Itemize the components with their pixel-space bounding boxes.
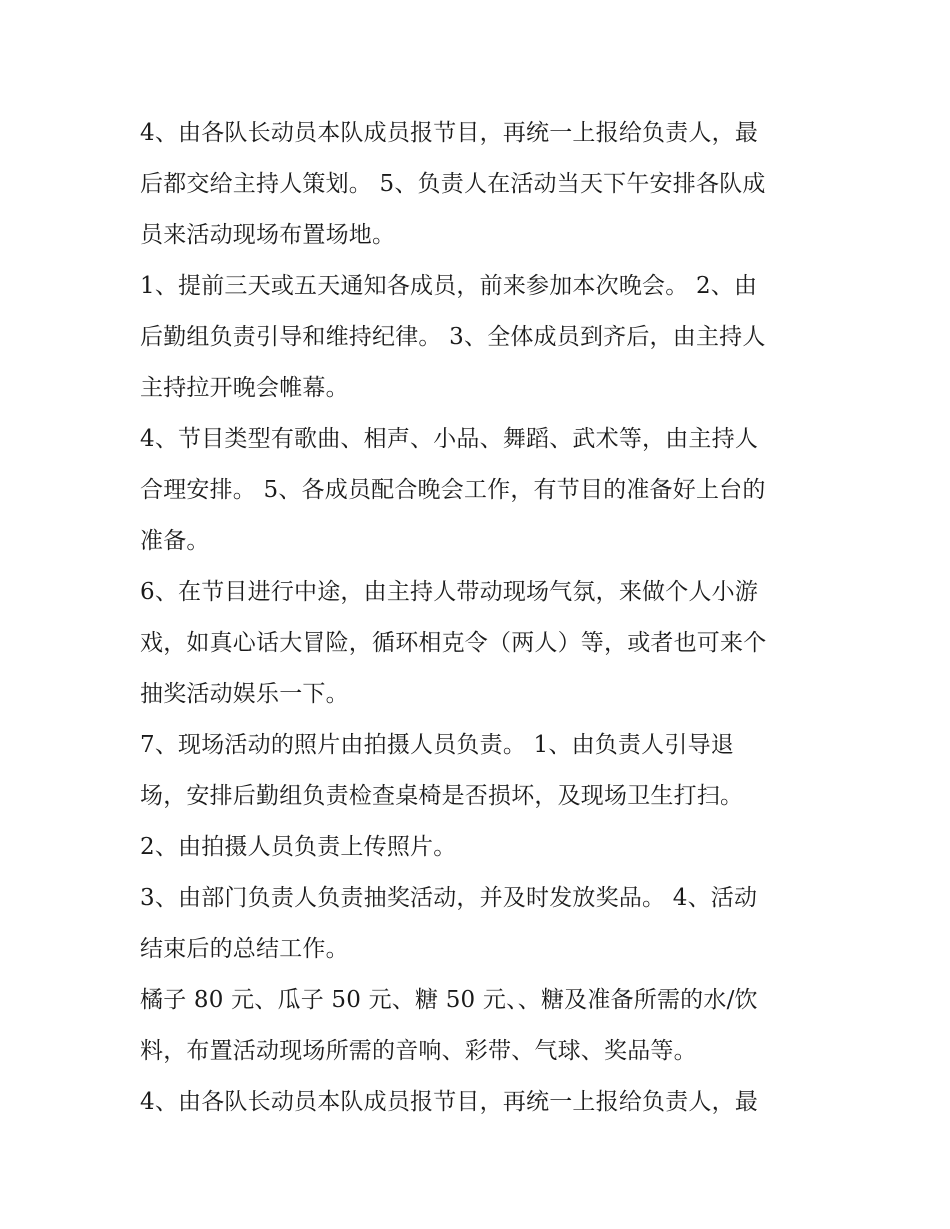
text-line: 主持拉开晚会帷幕。 xyxy=(140,375,349,401)
text-line: 1、提前三天或五天通知各成员，前来参加本次晚会。 2、由 xyxy=(140,273,758,299)
text-line: 6、在节目进行中途，由主持人带动现场气氛，来做个人小游 xyxy=(140,579,759,605)
text-line: 料，布置活动现场所需的音响、彩带、气球、奖品等。 xyxy=(140,1038,697,1064)
text-line: 准备。 xyxy=(140,528,210,554)
document-body xyxy=(140,108,840,1128)
text-line: 后都交给主持人策划。 5、负责人在活动当天下午安排各队成 xyxy=(140,171,766,197)
text-line: 4、由各队长动员本队成员报节目，再统一上报给负责人，最 xyxy=(140,1089,759,1115)
text-line: 抽奖活动娱乐一下。 xyxy=(140,681,349,707)
text-line: 2、由拍摄人员负责上传照片。 xyxy=(140,834,457,860)
text-line: 后勤组负责引导和维持纪律。 3、全体成员到齐后，由主持人 xyxy=(140,324,766,350)
text-line: 场，安排后勤组负责检查桌椅是否损坏，及现场卫生打扫。 xyxy=(140,783,744,809)
text-line: 橘子 80 元、瓜子 50 元、糖 50 元、、糖及准备所需的水/饮 xyxy=(140,987,758,1013)
text-line: 戏，如真心话大冒险，循环相克令（两人）等，或者也可来个 xyxy=(140,630,767,656)
text-line: 结束后的总结工作。 xyxy=(140,936,349,962)
text-line: 7、现场活动的照片由拍摄人员负责。 1、由负责人引导退 xyxy=(140,732,734,758)
text-line: 4、由各队长动员本队成员报节目，再统一上报给负责人，最 xyxy=(140,120,759,146)
text-line: 4、节目类型有歌曲、相声、小品、舞蹈、武术等，由主持人 xyxy=(140,426,759,452)
text-line: 员来活动现场布置场地。 xyxy=(140,222,396,248)
text-line: 合理安排。 5、各成员配合晚会工作，有节目的准备好上台的 xyxy=(140,477,766,503)
text-line: 3、由部门负责人负责抽奖活动，并及时发放奖品。 4、活动 xyxy=(140,885,758,911)
